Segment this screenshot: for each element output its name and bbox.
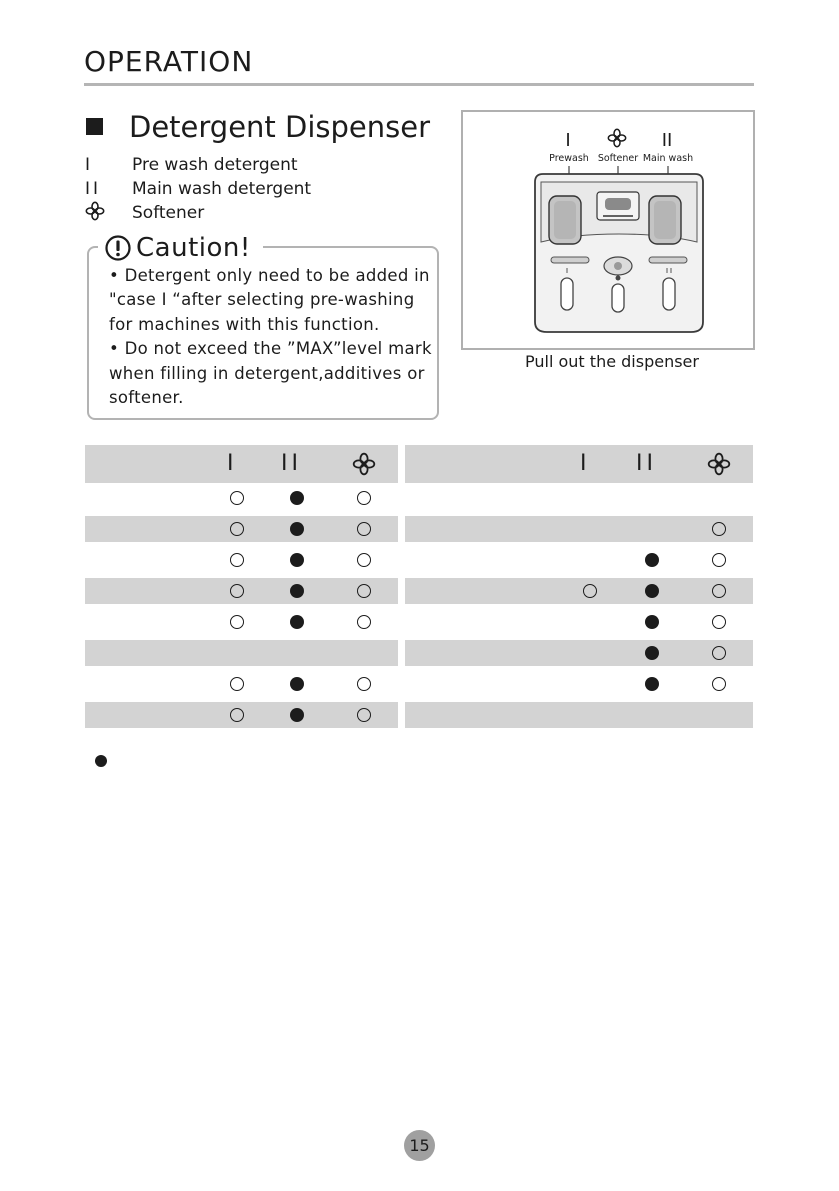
footnote-filled-marker <box>95 755 107 767</box>
required-marker <box>645 615 659 629</box>
optional-marker <box>357 522 371 536</box>
optional-marker <box>712 522 726 536</box>
table-header-band <box>405 445 753 483</box>
optional-marker <box>712 553 726 567</box>
legend-row-softener <box>85 201 445 225</box>
required-marker <box>290 615 304 629</box>
page-title: OPERATION <box>84 45 254 78</box>
softener-flower-icon <box>85 201 111 228</box>
header-mainwash-symbol: II <box>636 451 657 476</box>
optional-marker <box>230 491 244 505</box>
legend-label-prewash: Pre wash detergent <box>132 155 298 175</box>
optional-marker <box>583 584 597 598</box>
figure-label-prewash: Prewash <box>549 153 589 164</box>
legend-label-softener: Softener <box>132 203 205 223</box>
table-row-band <box>405 516 753 542</box>
page-number: 15 <box>404 1130 435 1161</box>
header-softener-icon <box>352 452 376 476</box>
optional-marker <box>357 708 371 722</box>
legend-row-prewash <box>85 153 445 177</box>
optional-marker <box>357 491 371 505</box>
table-row-band <box>405 702 753 728</box>
header-softener-icon <box>707 452 731 476</box>
figure-mainwash-symbol: II <box>661 130 673 151</box>
required-marker <box>645 553 659 567</box>
optional-marker <box>230 677 244 691</box>
optional-marker <box>712 677 726 691</box>
optional-marker <box>230 584 244 598</box>
exclamation-circle-icon <box>104 234 132 262</box>
optional-marker <box>230 522 244 536</box>
prewash-symbol: I <box>85 155 94 175</box>
required-marker <box>290 522 304 536</box>
dispenser-tray <box>535 174 703 332</box>
figure-label-softener: Softener <box>597 153 639 164</box>
required-marker <box>645 646 659 660</box>
dispenser-drawing <box>463 112 753 348</box>
legend-row-mainwash <box>85 177 445 201</box>
header-prewash-symbol: I <box>227 451 238 476</box>
title-divider <box>84 83 754 86</box>
optional-marker <box>230 708 244 722</box>
table-row-band <box>85 640 398 666</box>
caution-line: for machines with this function. <box>109 314 380 334</box>
mainwash-symbol: II <box>85 179 102 199</box>
section-bullet-square <box>86 118 103 135</box>
optional-marker <box>357 584 371 598</box>
table-row-band <box>405 640 753 666</box>
program-table-right <box>405 445 753 731</box>
caution-text <box>109 264 439 410</box>
caution-line: • Detergent only need to be added in <box>109 266 430 285</box>
optional-marker <box>712 584 726 598</box>
caution-line: when filling in detergent,additives or <box>109 363 425 383</box>
header-mainwash-symbol: II <box>281 451 302 476</box>
figure-softener-icon <box>608 129 625 146</box>
caution-title: Caution! <box>136 233 251 263</box>
legend-label-mainwash: Main wash detergent <box>132 179 312 199</box>
program-table-left <box>85 445 398 731</box>
header-prewash-symbol: I <box>580 451 591 476</box>
caution-line: • Do not exceed the ”MAX”level mark <box>109 339 432 359</box>
dispenser-figure <box>461 110 755 350</box>
optional-marker <box>230 615 244 629</box>
required-marker <box>290 584 304 598</box>
caution-line: softener. <box>109 388 184 408</box>
figure-caption: Pull out the dispenser <box>525 352 699 371</box>
table-row-band <box>405 578 753 604</box>
optional-marker <box>357 677 371 691</box>
figure-label-mainwash: Main wash <box>642 153 694 164</box>
optional-marker <box>230 553 244 567</box>
required-marker <box>290 553 304 567</box>
required-marker <box>290 708 304 722</box>
optional-marker <box>712 646 726 660</box>
caution-header <box>98 230 263 266</box>
optional-marker <box>357 553 371 567</box>
required-marker <box>645 677 659 691</box>
required-marker <box>645 584 659 598</box>
optional-marker <box>357 615 371 629</box>
optional-marker <box>712 615 726 629</box>
section-title: Detergent Dispenser <box>129 110 431 144</box>
caution-line: "case I “after selecting pre-washing <box>109 290 415 310</box>
figure-prewash-symbol: I <box>565 130 571 151</box>
required-marker <box>290 677 304 691</box>
required-marker <box>290 491 304 505</box>
